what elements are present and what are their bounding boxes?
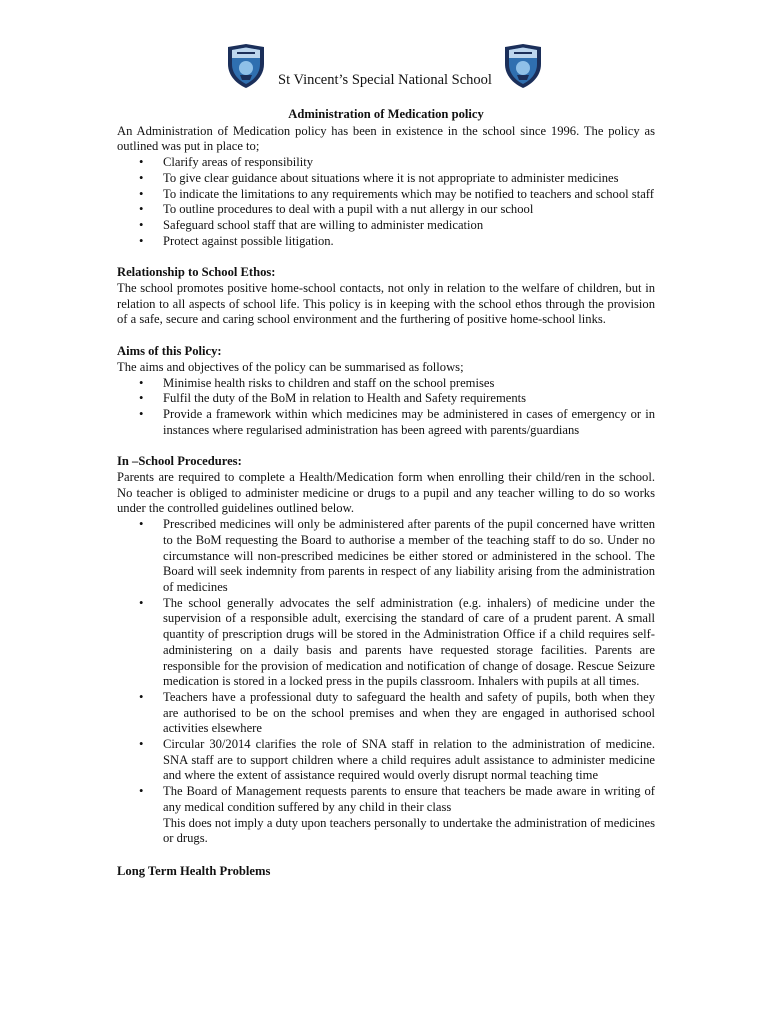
list-item: • Safeguard school staff that are willing to administer medication bbox=[163, 218, 655, 234]
procedures-heading: In –School Procedures: bbox=[117, 454, 242, 469]
list-item: • To give clear guidance about situations where it is not appropriate to administer medicines bbox=[163, 171, 655, 187]
school-name: St Vincent’s Special National School bbox=[278, 72, 492, 88]
list-item: • To outline procedures to deal with a pupil with a nut allergy in our school bbox=[163, 202, 655, 218]
procedures-list bbox=[117, 517, 655, 847]
list-item: • Protect against possible litigation. bbox=[163, 234, 655, 250]
list-item: • Clarify areas of responsibility bbox=[163, 155, 655, 171]
list-item: • The school generally advocates the self administration (e.g. inhalers) of medicine under the supervision of a responsible adult, exercising the standard of care of a prudent parent. A small quantity of prescription drugs will be stored in the Administration Office if a child requires self-administering on a daily basis and parents have requested storage facilities. Parents are responsible for the provision of medication and notification of change of dosage. Rescue Seizure medication is stored in a locked press in the pupils classroom. Inhalers with pupils at all times. bbox=[163, 596, 655, 690]
long-term-heading: Long Term Health Problems bbox=[117, 863, 271, 878]
aims-paragraph: The aims and objectives of the policy can be summarised as follows; bbox=[117, 359, 464, 374]
procedures-paragraph: Parents are required to complete a Health/Medication form when enrolling their child/ren in the school. No teacher is obliged to administer medicine or drugs to a pupil and any teacher willing to do so works under the controlled guidelines outlined below. bbox=[117, 470, 655, 516]
document-title: Administration of Medication policy bbox=[288, 107, 484, 121]
intro-paragraph: An Administration of Medication policy has been in existence in the school since 1996. The policy as outlined was put in place to; bbox=[117, 123, 655, 154]
aims-list bbox=[117, 376, 655, 439]
list-item: • Prescribed medicines will only be administered after parents of the pupil concerned have written to the BoM requesting the Board to authorise a member of the teaching staff to do so. Under no circumstance will non-prescribed medicines be either stored or administered in the school. The Board will seek indemnity from parents in respect of any liability arising from the administration of medicines bbox=[163, 517, 655, 596]
document-body bbox=[117, 107, 655, 880]
list-item: • Teachers have a professional duty to safeguard the health and safety of pupils, both when they are authorised to be on the school premises and when they are engaged in authorised school activities elsewhere bbox=[163, 690, 655, 737]
aims-heading: Aims of this Policy: bbox=[117, 344, 222, 359]
list-item: • Provide a framework within which medicines may be administered in cases of emergency or in instances where regularised administration has been agreed with parents/guardians bbox=[163, 407, 655, 438]
list-item: • Minimise health risks to children and staff on the school premises bbox=[163, 376, 655, 392]
list-item-note: This does not imply a duty upon teachers personally to undertake the administration of medicines or drugs. bbox=[163, 815, 655, 846]
list-item: • To indicate the limitations to any requirements which may be notified to teachers and school staff bbox=[163, 187, 655, 203]
ethos-heading: Relationship to School Ethos: bbox=[117, 265, 276, 280]
list-item-text: The Board of Management requests parents to ensure that teachers be made aware in writing of any medical condition suffered by any child in their class bbox=[163, 784, 655, 814]
list-item bbox=[163, 784, 655, 847]
ethos-paragraph: The school promotes positive home-school contacts, not only in relation to the welfare of children, but in relation to all aspects of school life. This policy is in keeping with the school ethos through the provision of a safe, secure and caring school environment and the furthering of positive home-school links. bbox=[117, 281, 655, 327]
intro-list bbox=[117, 155, 655, 249]
list-item: • Fulfil the duty of the BoM in relation to Health and Safety requirements bbox=[163, 391, 655, 407]
list-item: • Circular 30/2014 clarifies the role of SNA staff in relation to the administration of medicine. SNA staff are to support children where a child requires adult assistance to administer medicine and where the extent of assistance required would overly disrupt normal teaching time bbox=[163, 737, 655, 784]
